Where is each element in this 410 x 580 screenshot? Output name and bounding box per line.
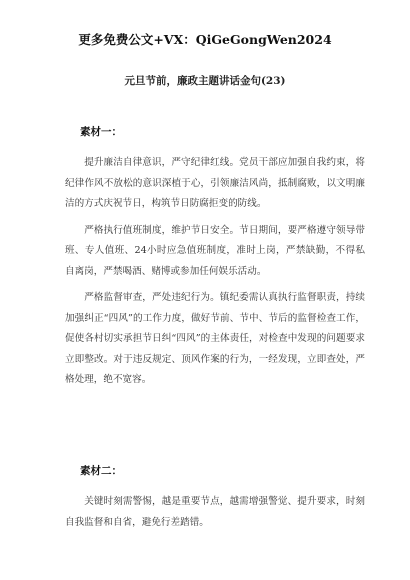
section-1 [65, 124, 365, 397]
paragraph: 严格执行值班制度，维护节日安全。节日期间，要严格遵守领导带班、专人值班、24小时应急值班制度，准时上岗，严禁缺勤，不得私自离岗，严禁喝酒、赌博或参加任何娱乐活动。 [65, 224, 365, 277]
section-2 [65, 463, 365, 539]
section-heading: 素材一： [80, 126, 122, 138]
section-heading: 素材二： [80, 465, 122, 477]
paragraph: 关键时刻需警惕，越是重要节点，越需增强警觉、提升要求，时刻自我监督和自省，避免行差踏错。 [65, 496, 365, 528]
paragraph: 提升廉洁自律意识，严守纪律红线。党员干部应加强自我约束，将纪律作风不放松的意识深植于心，引领廉洁风尚，抵制腐败，以文明廉洁的方式庆祝节日，构筑节日防腐拒变的防线。 [65, 157, 365, 209]
paragraph: 严格监督审查，严处违纪行为。镇纪委需认真执行监督职责，持续加强纠正“四风”的工作力度，做好节前、节中、节后的监督检查工作，促使各村切实承担节日纠“四风”的主体责任，对检查中发现的问题要求立即整改。对于违反规定、顶风作案的行为，一经发现，立即查处，严格处理，绝不宽容。 [65, 292, 365, 385]
watermark-header: 更多免费公文+VX：QiGeGongWen2024 [78, 32, 332, 47]
document-title: 元旦节前，廉政主题讲话金句(23) [124, 75, 286, 87]
